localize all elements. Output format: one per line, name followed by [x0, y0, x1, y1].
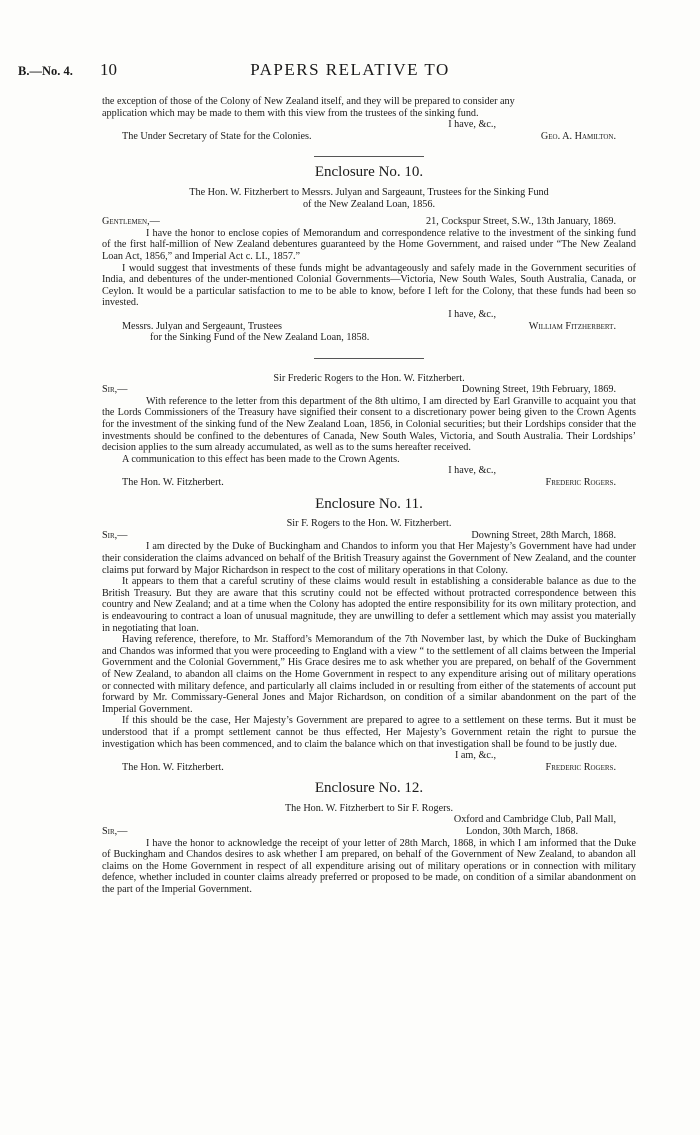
enclosure-10	[102, 164, 636, 358]
addressee: The Hon. W. Fitzherbert.	[122, 761, 224, 773]
paragraph: It appears to them that a careful scrutiny of these claims would result in establishing a considerable balance as due to the British Treasury. But they are aware that this scrutiny could not be effected without protracted correspondence between this country and New Zealand; and at a time when the Colony has adopted the entire responsibility for its own military protection, and is endeavouring to contract a loan of unusual magnitude, they are unwilling to defer a settlement which may assist you materially in negotiating that loan.	[102, 576, 636, 634]
signature: Frederic Rogers.	[545, 477, 616, 489]
page-header	[0, 60, 700, 84]
paragraph: I have the honor to enclose copies of Memorandum and correspondence relative to the investment of the sinking fund of the first half-million of New Zealand debentures guaranteed by the Home Government, and raised under “The New Zealand Loan Act, 1856,” and Imperial Act c. LI., 1857.”	[102, 227, 636, 262]
enclosure-title: Enclosure No. 10.	[314, 164, 424, 181]
closing: I am, &c.,	[454, 750, 496, 762]
intro-letter-end	[102, 96, 636, 157]
signature: Frederic Rogers.	[545, 761, 616, 773]
paragraph: I have the honor to acknowledge the receipt of your letter of 28th March, 1868, in which I am informed that the Duke of Buckingham and Chandos desires to ask whether I am prepared, on behalf of the Government of New Zealand, to abandon all claims on the Home Government in respect of all expenditure arising out of military operations or in connection with military defence, whether included in counter claims already preferred or proposed to be made, on condition of a similar abandonment on the part of the Imperial Government.	[102, 837, 636, 896]
letter-heading: Sir F. Rogers to the Hon. W. Fitzherbert.	[286, 518, 452, 530]
divider	[314, 156, 424, 157]
page-body	[102, 96, 636, 896]
paragraph: If this should be the case, Her Majesty’s Government are prepared to agree to a settlement on these terms. But it must be understood that if a prompt settlement cannot be thus effected, Her Majesty’s Government retain the right to pursue the investigation which has been commenced, and to claim the balance which on that investigation shall be found to be justly due.	[102, 715, 636, 750]
enclosure-title: Enclosure No. 12.	[314, 780, 424, 797]
sender-address: Downing Street, 19th February, 1869.	[461, 384, 616, 396]
page-number: 10	[100, 60, 117, 79]
addressee: The Hon. W. Fitzherbert.	[122, 477, 224, 489]
sender-address: London, 30th March, 1868.	[465, 826, 578, 838]
enclosure-title: Enclosure No. 11.	[315, 495, 423, 512]
signature-row	[102, 477, 636, 489]
signature-row	[102, 131, 636, 143]
salutation-row	[102, 530, 636, 542]
closing: I have, &c.,	[448, 308, 496, 320]
sender-address: 21, Cockspur Street, S.W., 13th January, 1869.	[426, 216, 616, 228]
salutation: Sir,—	[102, 826, 128, 838]
signature: William Fitzherbert.	[528, 320, 616, 332]
signature-row	[102, 762, 636, 774]
salutation: Sir,—	[102, 529, 128, 541]
intro-line: the exception of those of the Colony of New Zealand itself, and they will be prepared to consider any	[102, 96, 515, 107]
addressee-continued: for the Sinking Fund of the New Zealand Loan, 1858.	[150, 332, 370, 344]
signature-row	[102, 321, 636, 333]
letter-heading: Sir Frederic Rogers to the Hon. W. Fitzherbert.	[273, 372, 465, 384]
rogers-letter	[102, 359, 636, 489]
paragraph: I would suggest that investments of these funds might be advantageously and safely made in the Government securities of India, and debentures of the under-mentioned Colonial Governments—Victoria, New South Wales, South Australia, Canada, or Ceylon. It would be a particular satisfaction to me to be able to know, before I left for the Colony, that these funds had been so invested.	[102, 262, 636, 309]
sender-address: Oxford and Cambridge Club, Pall Mall,	[453, 814, 616, 826]
letter-heading: The Hon. W. Fitzherbert to Messrs. Julyan and Sargeaunt, Trustees for the Sinking Fund	[189, 186, 549, 198]
paragraph: With reference to the letter from this department of the 8th ultimo, I am directed by Earl Granville to acquaint you that the Lords Commissioners of the Treasury have signified their consent to a discretionary power being given to the Crown Agents for the investment of the sinking fund of the New Zealand Loan, 1856, in Colonial securities; but their Lordships consider that the investments should be confined to the debentures of Canada, New South Wales, Victoria, and South Australia. Their Lordships’ decision applies to the sum already accumulated, as well as to the sums hereafter received.	[102, 395, 636, 454]
closing: I have, &c.,	[448, 465, 496, 477]
letter-heading: of the New Zealand Loan, 1856.	[302, 198, 436, 210]
paragraph: Having reference, therefore, to Mr. Stafford’s Memorandum of the 7th November last, by which the Duke of Buckingham and Chandos was informed that you were proceeding to England with a view “ to the settlement of all claims between the Imperial Government and the Colonial Government,” His Grace desires me to ask whether you are prepared, on behalf of the Government of New Zealand, to abandon all claims on the Home Government in respect to any expenditure arising out of military operations or connected with military defence, and particularly all claims included in or resulting from either of the statements of account put forward by Mr. Commissary-General Jones and Major Richardson, on condition of a similar abandonment on the part of the Imperial Government.	[102, 634, 636, 715]
salutation-row	[102, 384, 636, 396]
addressee: Messrs. Julyan and Sergeaunt, Trustees	[122, 320, 282, 332]
intro-line: application which may be made to them with this view from the trustees of the sinking fund.	[102, 107, 479, 119]
running-title: PAPERS RELATIVE TO	[250, 60, 450, 79]
sender-address: Downing Street, 28th March, 1868.	[471, 529, 616, 541]
paragraph: A communication to this effect has been made to the Crown Agents.	[122, 453, 400, 465]
salutation-row	[102, 216, 636, 228]
signature: Geo. A. Hamilton.	[540, 130, 616, 142]
closing: I have, &c.,	[448, 119, 496, 131]
salutation: Sir,—	[102, 384, 128, 396]
salutation: Gentlemen,—	[102, 216, 160, 228]
paragraph: I am directed by the Duke of Buckingham and Chandos to inform you that Her Majesty’s Government have had under their consideration the claims advanced on behalf of the British Treasury against the Government of New Zealand, and the counter claims put forward by Major Richardson in respect to the cost of military operations in that Colony.	[102, 541, 636, 576]
addressee: The Under Secretary of State for the Colonies.	[122, 130, 312, 142]
enclosure-12	[102, 780, 636, 896]
letter-heading: The Hon. W. Fitzherbert to Sir F. Rogers.	[284, 802, 454, 814]
document-reference: B.—No. 4.	[18, 64, 73, 78]
enclosure-11	[102, 495, 636, 774]
salutation-row	[102, 826, 636, 838]
